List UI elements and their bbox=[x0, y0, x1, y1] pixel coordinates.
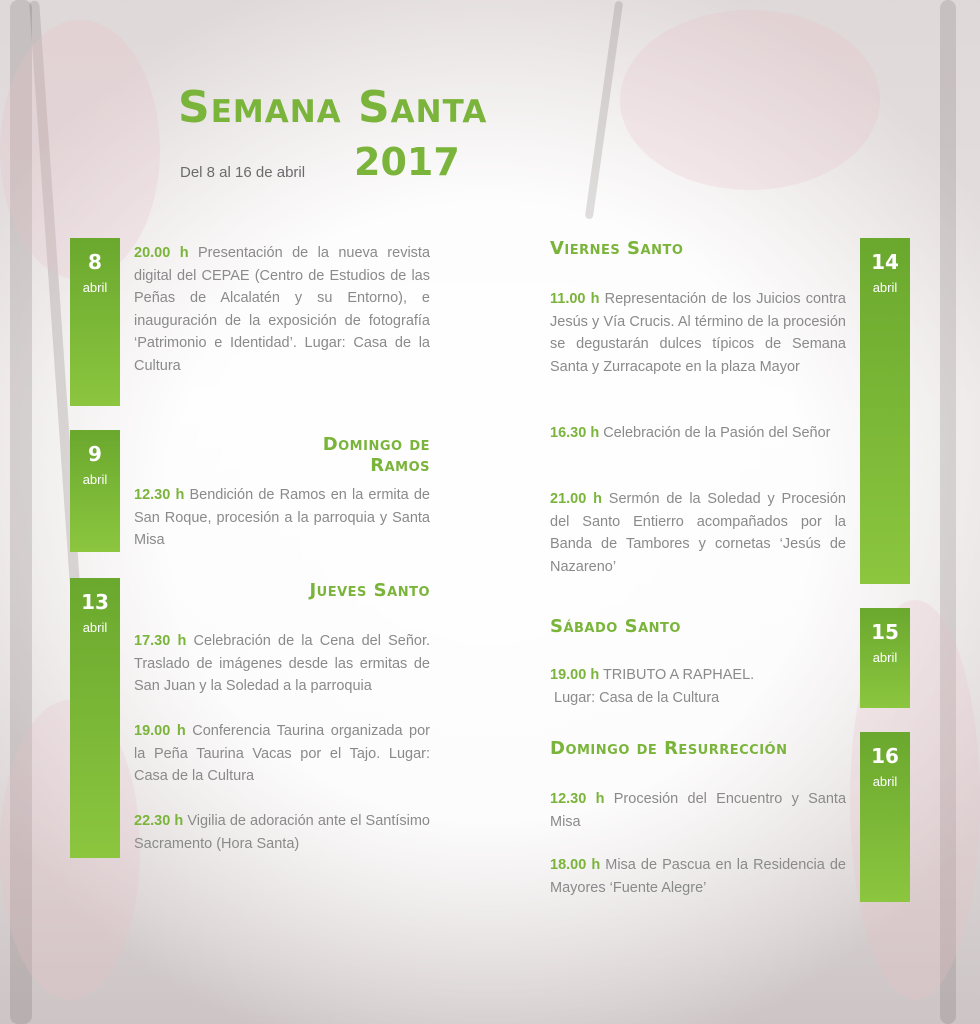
event-text: Misa de Pascua en la Residencia de Mayores ‘Fuente Alegre’ bbox=[550, 857, 846, 896]
event-16-1 bbox=[550, 788, 846, 833]
date-month: abril bbox=[872, 280, 898, 295]
date-badge-8 bbox=[70, 238, 120, 406]
event-13-3 bbox=[134, 810, 430, 855]
event-time: 21.00 h bbox=[550, 491, 602, 507]
date-month: abril bbox=[872, 650, 898, 665]
page-year: 2017 bbox=[354, 140, 460, 184]
blossom-decoration bbox=[620, 10, 880, 190]
event-16-2 bbox=[550, 854, 846, 899]
event-14-1 bbox=[550, 288, 846, 378]
event-13-2 bbox=[134, 720, 430, 788]
event-14-3 bbox=[550, 488, 846, 578]
date-day: 8 bbox=[88, 250, 102, 274]
date-month: abril bbox=[82, 620, 108, 635]
event-time: 16.30 h bbox=[550, 425, 600, 441]
event-8-1 bbox=[134, 242, 430, 377]
event-text: Bendición de Ramos en la ermita de San Roque, procesión a la parroquia y Santa Misa bbox=[134, 487, 430, 548]
event-text: Vigilia de adoración ante el Santísimo Sacramento (Hora Santa) bbox=[134, 813, 430, 852]
date-month: abril bbox=[82, 280, 108, 295]
tree-trunk-decoration bbox=[585, 1, 624, 220]
date-month: abril bbox=[82, 472, 108, 487]
date-day: 13 bbox=[81, 590, 109, 614]
event-text: Procesión del Encuentro y Santa Misa bbox=[550, 791, 847, 830]
date-day: 16 bbox=[871, 744, 899, 768]
event-time: 19.00 h bbox=[550, 667, 600, 683]
section-viernes-santo: Viernes Santo bbox=[550, 238, 684, 259]
date-month: abril bbox=[872, 774, 898, 789]
date-badge-15 bbox=[860, 608, 910, 708]
date-badge-9 bbox=[70, 430, 120, 552]
event-text: Representación de los Juicios contra Jesús y Vía Crucis. Al término de la procesión se degustarán dulces típicos de Semana Santa y Zurracapote en la plaza Mayor bbox=[550, 291, 846, 375]
page-title: Semana Santa bbox=[178, 82, 488, 133]
section-sabado-santo: Sábado Santo bbox=[550, 616, 681, 637]
event-15-1 bbox=[550, 664, 846, 709]
event-text: TRIBUTO A RAPHAEL. bbox=[599, 667, 755, 683]
date-day: 9 bbox=[88, 442, 102, 466]
event-text: Celebración de la Cena del Señor. Traslado de imágenes desde las ermitas de San Juan y la Soledad a la parroquia bbox=[134, 633, 431, 694]
event-time: 22.30 h bbox=[134, 813, 184, 829]
date-badge-14 bbox=[860, 238, 910, 584]
event-text: Presentación de la nueva revista digital del CEPAE (Centro de Estudios de las Peñas de Alcalatén y su Entorno), e inauguración de la exposición de fotografía ‘Patrimonio e Identidad’. Lugar: Casa de la Cultura bbox=[134, 245, 431, 374]
date-badge-16 bbox=[860, 732, 910, 902]
section-domingo-ramos: Domingo de Ramos bbox=[322, 434, 430, 476]
event-time: 12.30 h bbox=[134, 487, 185, 503]
event-9-1 bbox=[134, 484, 430, 552]
event-time: 17.30 h bbox=[134, 633, 187, 649]
section-jueves-santo: Jueves Santo bbox=[309, 580, 430, 601]
event-text: Celebración de la Pasión del Señor bbox=[599, 425, 831, 441]
section-domingo-resurreccion: Domingo de Resurrección bbox=[550, 738, 788, 759]
date-day: 14 bbox=[871, 250, 899, 274]
event-time: 18.00 h bbox=[550, 857, 601, 873]
date-day: 15 bbox=[871, 620, 899, 644]
date-badge-13 bbox=[70, 578, 120, 858]
event-location: Lugar: Casa de la Cultura bbox=[554, 689, 720, 706]
page-subtitle: Del 8 al 16 de abril bbox=[180, 164, 306, 181]
event-text: Sermón de la Soledad y Procesión del Santo Entierro acompañados por la Banda de Tambores y cornetas ‘Jesús de Nazareno’ bbox=[550, 491, 846, 575]
event-14-2 bbox=[550, 422, 846, 445]
event-time: 19.00 h bbox=[134, 723, 186, 739]
event-text: Conferencia Taurina organizada por la Peña Taurina Vacas por el Tajo. Lugar: Casa de la Cultura bbox=[134, 723, 431, 784]
event-time: 11.00 h bbox=[550, 291, 600, 307]
event-time: 20.00 h bbox=[134, 245, 189, 261]
event-13-1 bbox=[134, 630, 430, 698]
event-time: 12.30 h bbox=[550, 791, 605, 807]
